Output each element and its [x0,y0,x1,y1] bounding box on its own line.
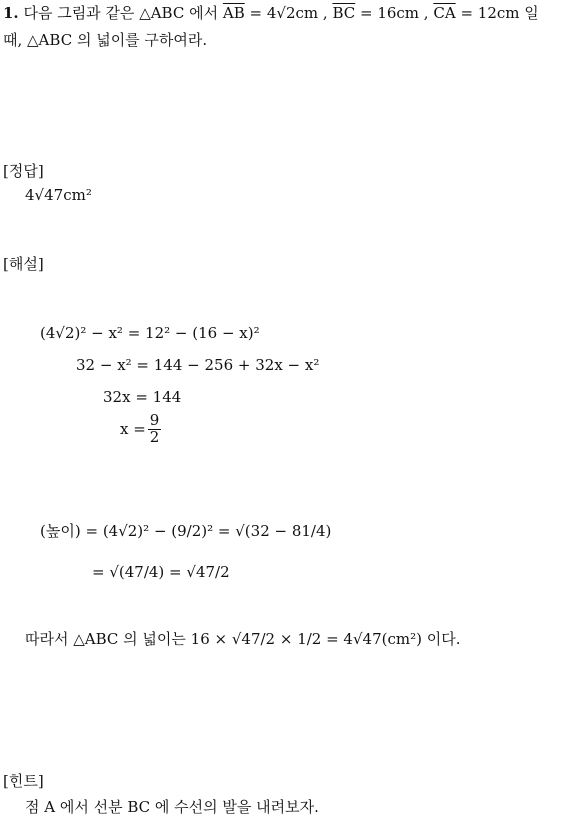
problem-line1: 다음 그림과 같은 △ABC 에서 [23,4,219,22]
conclusion: 따라서 △ABC 의 넓이는 16 × √47/2 × 1/2 = 4√47(cm²) 이다. [25,630,461,648]
answer-heading: [정답] [3,162,44,180]
fraction-denominator: 2 [149,427,160,446]
segment-bc: $\overline{BC}$ [332,4,356,22]
segment-bc-value: = 16cm , [355,4,429,22]
segment-ab-value: = 4√2cm , [244,4,328,22]
solution-heading: [해설] [3,255,44,273]
height-result: = √(47/4) = √47/2 [92,563,230,581]
segment-ca-value: = 12cm 일 [455,4,539,22]
segment-ab: $\overline{AB}$ [222,4,245,22]
segment-ca: $\overline{CA}$ [433,4,456,22]
equation-4-lhs: x = [120,420,146,439]
fraction-9-over-2 [148,413,162,446]
problem-statement [3,2,539,23]
equation-3: 32x = 144 [103,388,182,406]
problem-number: 1. [3,4,19,22]
height-equation [40,520,331,541]
problem-line2: 때, △ABC 의 넓이를 구하여라. [3,31,208,49]
height-expression: (4√2)² − (9/2)² = √(32 − 81/4) [102,522,332,540]
equation-4 [120,413,163,446]
height-label: (높이) = [40,522,99,540]
fraction-numerator: 9 [149,411,160,429]
hint-text: 점 A 에서 선분 BC 에 수선의 발을 내려보자. [25,798,319,816]
equation-1: (4√2)² − x² = 12² − (16 − x)² [40,324,260,342]
equation-2: 32 − x² = 144 − 256 + 32x − x² [76,356,320,374]
hint-heading: [힌트] [3,772,44,790]
answer-value: 4√47cm² [25,186,92,204]
